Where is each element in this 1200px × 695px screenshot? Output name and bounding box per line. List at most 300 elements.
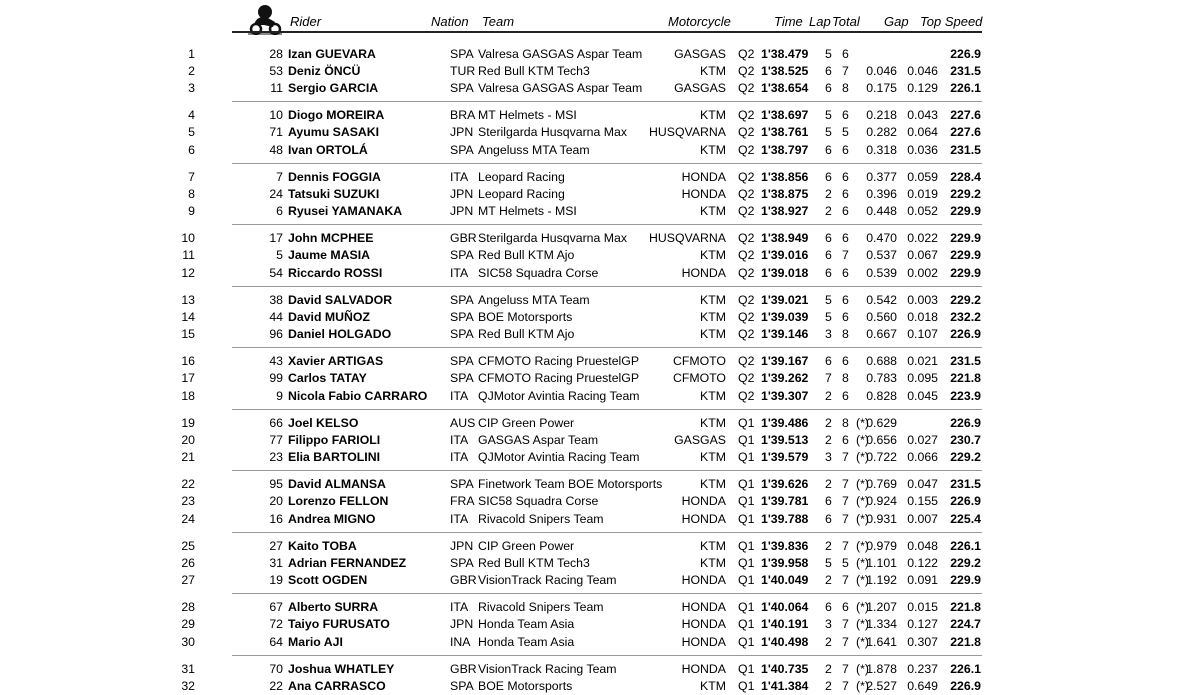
rider-number: 23 xyxy=(269,450,283,465)
flag-mark: (*) xyxy=(856,678,869,693)
flag-mark: (*) xyxy=(856,634,869,649)
motorcycle: CFMOTO xyxy=(672,354,726,368)
top-speed: 226.1 xyxy=(950,81,981,96)
team: Red Bull KTM Ajo xyxy=(478,327,575,342)
nation: GBR xyxy=(450,573,477,588)
gap-previous: 0.022 xyxy=(907,231,938,245)
session: Q1 xyxy=(738,634,755,649)
session: Q2 xyxy=(738,125,755,140)
rider-number: 48 xyxy=(269,142,283,157)
rider-number: 44 xyxy=(269,309,283,324)
lap: 2 xyxy=(825,432,832,447)
session: Q1 xyxy=(738,538,755,553)
rider-name: Sergio GARCIA xyxy=(288,81,379,96)
rider-number: 9 xyxy=(276,388,283,403)
position: 25 xyxy=(181,538,195,553)
top-speed: 225.4 xyxy=(950,511,981,526)
gap-previous: 0.018 xyxy=(907,309,938,324)
nation: ITA xyxy=(450,265,469,280)
lap-time: 1'38.761 xyxy=(761,125,809,140)
total-laps: 7 xyxy=(842,634,849,649)
position: 21 xyxy=(181,450,195,465)
lap: 5 xyxy=(825,292,832,307)
total-laps: 8 xyxy=(842,371,849,386)
rider-name: Elia BARTOLINI xyxy=(288,450,381,465)
gap-first: 0.629 xyxy=(866,415,897,430)
nation: ITA xyxy=(450,432,469,447)
table-row xyxy=(0,616,1200,633)
nation: SPA xyxy=(450,292,474,307)
top-speed: 221.8 xyxy=(950,634,981,649)
table-row xyxy=(0,476,1200,493)
rider-name: Lorenzo FELLON xyxy=(288,494,389,509)
rider-number: 28 xyxy=(269,46,283,61)
table-row xyxy=(0,247,1200,264)
nation: ITA xyxy=(450,511,469,526)
header-motorcycle: Motorcycle xyxy=(668,14,731,29)
gap-previous: 0.046 xyxy=(907,63,938,78)
team: Angeluss MTA Team xyxy=(478,292,590,307)
flag-mark: (*) xyxy=(856,494,869,509)
rider-number: 95 xyxy=(269,477,283,491)
lap: 5 xyxy=(825,125,832,140)
lap: 6 xyxy=(825,248,832,263)
lap: 2 xyxy=(825,538,832,553)
lap-time: 1'39.262 xyxy=(761,371,809,386)
header-gap: Gap xyxy=(884,14,909,29)
position: 22 xyxy=(181,477,195,491)
group-separator xyxy=(232,470,982,471)
top-speed: 229.9 xyxy=(950,573,981,588)
top-speed: 229.2 xyxy=(950,555,981,570)
session: Q1 xyxy=(738,555,755,570)
total-laps: 6 xyxy=(842,265,849,280)
session: Q2 xyxy=(738,309,755,324)
table-row xyxy=(0,538,1200,555)
lap: 2 xyxy=(825,573,832,588)
motorcycle: KTM xyxy=(700,142,726,157)
table-row xyxy=(0,388,1200,405)
rider-name: Nicola Fabio CARRARO xyxy=(288,388,428,403)
group-separator xyxy=(232,655,982,656)
session: Q2 xyxy=(738,142,755,157)
team: Finetwork Team BOE Motorsports xyxy=(478,477,663,491)
table-row xyxy=(0,599,1200,616)
position: 28 xyxy=(181,600,195,614)
position: 30 xyxy=(181,634,195,649)
lap: 2 xyxy=(825,186,832,201)
table-row xyxy=(0,169,1200,186)
table-row xyxy=(0,63,1200,80)
top-speed: 221.8 xyxy=(950,600,981,614)
gap-first: 0.722 xyxy=(866,450,897,465)
gap-first: 0.931 xyxy=(866,511,897,526)
table-row xyxy=(0,449,1200,466)
session: Q2 xyxy=(738,231,755,245)
nation: JPN xyxy=(450,186,474,201)
total-laps: 6 xyxy=(842,204,849,219)
gap-previous: 0.155 xyxy=(907,494,938,509)
gap-first: 1.878 xyxy=(866,661,897,676)
session: Q1 xyxy=(738,432,755,447)
rider-name: Adrian FERNANDEZ xyxy=(288,555,407,570)
total-laps: 6 xyxy=(842,354,849,368)
rider-number: 64 xyxy=(269,634,283,649)
gap-first: 1.101 xyxy=(866,555,897,570)
gap-previous: 0.043 xyxy=(907,108,938,122)
nation: BRA xyxy=(450,108,476,122)
team: Red Bull KTM Ajo xyxy=(478,248,575,263)
position: 17 xyxy=(181,371,195,386)
lap: 6 xyxy=(825,63,832,78)
session: Q2 xyxy=(738,81,755,96)
rider-number: 71 xyxy=(269,125,283,140)
table-row xyxy=(0,142,1200,159)
lap-time: 1'38.697 xyxy=(761,108,809,122)
flag-mark: (*) xyxy=(856,450,869,465)
motorcycle: KTM xyxy=(700,678,726,693)
header-nation: Nation xyxy=(431,14,469,29)
motorcycle: KTM xyxy=(700,63,726,78)
position: 24 xyxy=(181,511,195,526)
motorcycle: HONDA xyxy=(681,169,726,184)
gap-first: 0.175 xyxy=(866,81,897,96)
gap-first: 0.046 xyxy=(866,63,897,78)
position: 20 xyxy=(181,432,195,447)
gap-previous: 0.129 xyxy=(907,81,938,96)
team: Valresa GASGAS Aspar Team xyxy=(478,46,643,61)
motorcycle: GASGAS xyxy=(674,81,726,96)
gap-first: 1.192 xyxy=(866,573,897,588)
rider-name: David ALMANSA xyxy=(288,477,386,491)
rider-number: 6 xyxy=(276,204,283,219)
session: Q2 xyxy=(738,354,755,368)
position: 4 xyxy=(188,108,195,122)
top-speed: 229.9 xyxy=(950,265,981,280)
lap: 3 xyxy=(825,327,832,342)
team: CIP Green Power xyxy=(478,538,575,553)
total-laps: 6 xyxy=(842,231,849,245)
top-speed: 226.9 xyxy=(950,415,981,430)
position: 9 xyxy=(188,204,195,219)
lap-time: 1'39.018 xyxy=(761,265,809,280)
group-separator xyxy=(232,409,982,410)
rider-name: Kaito TOBA xyxy=(288,538,357,553)
gap-first: 0.218 xyxy=(866,108,897,122)
position: 31 xyxy=(181,661,195,676)
gap-first: 0.979 xyxy=(866,538,897,553)
session: Q1 xyxy=(738,415,755,430)
rider-name: Diogo MOREIRA xyxy=(288,108,385,122)
lap: 2 xyxy=(825,204,832,219)
position: 23 xyxy=(181,494,195,509)
header-team: Team xyxy=(482,14,515,29)
lap-time: 1'40.498 xyxy=(761,634,809,649)
gap-previous: 0.067 xyxy=(907,248,938,263)
session: Q1 xyxy=(738,600,755,614)
total-laps: 7 xyxy=(842,661,849,676)
gap-previous: 0.091 xyxy=(907,573,938,588)
total-laps: 6 xyxy=(842,388,849,403)
gap-previous: 0.059 xyxy=(907,169,938,184)
flag-mark: (*) xyxy=(856,415,869,430)
motorcycle: KTM xyxy=(700,450,726,465)
rider-number: 20 xyxy=(269,494,283,509)
total-laps: 7 xyxy=(842,63,849,78)
rider-name: Ayumu SASAKI xyxy=(288,125,380,140)
motorcycle: KTM xyxy=(700,477,726,491)
top-speed: 223.9 xyxy=(950,388,981,403)
gap-previous: 0.021 xyxy=(907,354,938,368)
rider-name: Taiyo FURUSATO xyxy=(288,617,390,632)
total-laps: 7 xyxy=(842,511,849,526)
session: Q2 xyxy=(738,46,755,61)
lap-time: 1'38.875 xyxy=(761,186,809,201)
flag-mark: (*) xyxy=(856,538,869,553)
lap: 6 xyxy=(825,494,832,509)
lap-time: 1'38.525 xyxy=(761,63,809,78)
team: Rivacold Snipers Team xyxy=(478,600,604,614)
nation: JPN xyxy=(450,538,474,553)
top-speed: 229.2 xyxy=(950,186,981,201)
session: Q2 xyxy=(738,204,755,219)
total-laps: 7 xyxy=(842,538,849,553)
rider-number: 67 xyxy=(269,600,283,614)
gap-first: 0.282 xyxy=(866,125,897,140)
rider-number: 10 xyxy=(269,108,283,122)
rider-number: 70 xyxy=(269,661,283,676)
team: QJMotor Avintia Racing Team xyxy=(478,450,640,465)
rider-number: 24 xyxy=(269,186,283,201)
table-row xyxy=(0,124,1200,141)
header-rule xyxy=(232,31,982,33)
gap-first: 0.448 xyxy=(866,204,897,219)
lap-time: 1'39.836 xyxy=(761,538,809,553)
flag-mark: (*) xyxy=(856,573,869,588)
rider-number: 38 xyxy=(269,292,283,307)
session: Q2 xyxy=(738,248,755,263)
lap-time: 1'39.781 xyxy=(761,494,809,509)
position: 11 xyxy=(182,248,195,263)
team: VisionTrack Racing Team xyxy=(478,661,617,676)
nation: SPA xyxy=(450,142,474,157)
lap: 2 xyxy=(825,678,832,693)
gap-previous: 0.027 xyxy=(907,432,938,447)
motorcycle: HUSQVARNA xyxy=(649,125,726,140)
team: BOE Motorsports xyxy=(478,678,573,693)
lap: 6 xyxy=(825,169,832,184)
rider-number: 19 xyxy=(269,573,283,588)
gap-previous: 0.107 xyxy=(907,327,938,342)
top-speed: 229.9 xyxy=(950,248,981,263)
table-row xyxy=(0,661,1200,678)
table-row xyxy=(0,555,1200,572)
team: Valresa GASGAS Aspar Team xyxy=(478,81,643,96)
top-speed: 226.1 xyxy=(950,538,981,553)
gap-first: 0.667 xyxy=(866,327,897,342)
table-row xyxy=(0,230,1200,247)
lap-time: 1'39.486 xyxy=(761,415,809,430)
lap: 6 xyxy=(825,600,832,614)
flag-mark: (*) xyxy=(856,661,869,676)
total-laps: 7 xyxy=(842,617,849,632)
team: SIC58 Squadra Corse xyxy=(478,265,599,280)
lap-time: 1'40.049 xyxy=(761,573,809,588)
lap: 6 xyxy=(825,81,832,96)
lap-time: 1'39.513 xyxy=(761,432,809,447)
lap-time: 1'38.856 xyxy=(761,169,809,184)
header-total: Total xyxy=(832,14,860,29)
session: Q2 xyxy=(738,186,755,201)
motorcycle: KTM xyxy=(700,108,726,122)
lap-time: 1'39.307 xyxy=(761,388,809,403)
table-row xyxy=(0,572,1200,589)
rider-name: Jaume MASIA xyxy=(288,248,371,263)
header-rider: Rider xyxy=(290,14,322,29)
rider-number: 17 xyxy=(269,231,283,245)
lap: 5 xyxy=(825,108,832,122)
header-top-speed: Top Speed xyxy=(920,14,983,29)
nation: SPA xyxy=(450,81,474,96)
gap-first: 1.334 xyxy=(866,617,897,632)
gap-first: 1.207 xyxy=(866,600,897,614)
lap-time: 1'39.016 xyxy=(761,248,809,263)
top-speed: 231.5 xyxy=(950,63,981,78)
group-separator xyxy=(232,224,982,225)
lap-time: 1'41.384 xyxy=(761,678,809,693)
session: Q1 xyxy=(738,511,755,526)
motorcycle: CFMOTO xyxy=(672,371,726,386)
lap-time: 1'39.039 xyxy=(761,309,809,324)
table-row xyxy=(0,370,1200,387)
rider-name: Andrea MIGNO xyxy=(288,511,376,526)
group-separator xyxy=(232,532,982,533)
session: Q2 xyxy=(738,292,755,307)
position: 18 xyxy=(181,388,195,403)
team: Leopard Racing xyxy=(478,186,565,201)
session: Q1 xyxy=(738,477,755,491)
top-speed: 231.5 xyxy=(950,354,981,368)
position: 15 xyxy=(181,327,195,342)
lap: 5 xyxy=(825,46,832,61)
team: VisionTrack Racing Team xyxy=(478,573,617,588)
motorcycle: HONDA xyxy=(681,661,726,676)
gap-previous: 0.002 xyxy=(907,265,938,280)
table-row xyxy=(0,309,1200,326)
table-row xyxy=(0,203,1200,220)
total-laps: 5 xyxy=(842,555,849,570)
top-speed: 226.9 xyxy=(950,494,981,509)
rider-number: 22 xyxy=(269,678,283,693)
position: 19 xyxy=(181,415,195,430)
total-laps: 7 xyxy=(842,494,849,509)
session: Q2 xyxy=(738,63,755,78)
flag-mark: (*) xyxy=(856,432,869,447)
team: MT Helmets - MSI xyxy=(478,204,577,219)
total-laps: 7 xyxy=(842,678,849,693)
lap: 7 xyxy=(825,371,832,386)
nation: SPA xyxy=(450,555,474,570)
total-laps: 6 xyxy=(842,108,849,122)
motorcycle: HONDA xyxy=(681,617,726,632)
motorcycle: HONDA xyxy=(681,634,726,649)
team: Honda Team Asia xyxy=(478,634,575,649)
rider-number: 27 xyxy=(269,538,283,553)
top-speed: 226.9 xyxy=(950,46,981,61)
flag-mark: (*) xyxy=(856,555,869,570)
rider-number: 54 xyxy=(269,265,283,280)
rider-number: 99 xyxy=(269,371,283,386)
gap-first: 0.924 xyxy=(866,494,897,509)
rider-name: Xavier ARTIGAS xyxy=(288,354,384,368)
nation: SPA xyxy=(450,371,474,386)
motorcycle: HONDA xyxy=(681,186,726,201)
rider-name: Daniel HOLGADO xyxy=(288,327,392,342)
motorcycle: HONDA xyxy=(681,600,726,614)
total-laps: 8 xyxy=(842,327,849,342)
gap-first: 0.537 xyxy=(866,248,897,263)
motorcycle: KTM xyxy=(700,538,726,553)
motorcycle: HONDA xyxy=(681,494,726,509)
nation: SPA xyxy=(450,477,474,491)
top-speed: 227.6 xyxy=(950,125,981,140)
rider-name: Tatsuki SUZUKI xyxy=(288,186,380,201)
table-row xyxy=(0,107,1200,124)
top-speed: 232.2 xyxy=(950,309,981,324)
rider-name: Izan GUEVARA xyxy=(288,46,376,61)
gap-previous: 0.019 xyxy=(907,186,938,201)
position: 27 xyxy=(181,573,195,588)
total-laps: 6 xyxy=(842,292,849,307)
team: Red Bull KTM Tech3 xyxy=(478,555,590,570)
motorcycle: KTM xyxy=(700,415,726,430)
lap-time: 1'38.479 xyxy=(761,46,809,61)
lap-time: 1'38.927 xyxy=(761,204,809,219)
nation: TUR xyxy=(450,63,476,78)
rider-name: Ana CARRASCO xyxy=(288,678,386,693)
gap-previous: 0.064 xyxy=(907,125,938,140)
rider-name: Deniz ÖNCÜ xyxy=(288,63,361,78)
nation: SPA xyxy=(450,46,474,61)
team: Angeluss MTA Team xyxy=(478,142,590,157)
session: Q1 xyxy=(738,661,755,676)
flag-mark: (*) xyxy=(856,617,869,632)
lap: 2 xyxy=(825,477,832,491)
position: 6 xyxy=(188,142,195,157)
gap-first: 2.527 xyxy=(866,678,897,693)
top-speed: 229.9 xyxy=(950,204,981,219)
gap-previous: 0.045 xyxy=(907,388,938,403)
lap-time: 1'39.146 xyxy=(761,327,809,342)
position: 16 xyxy=(181,354,195,368)
group-separator xyxy=(232,286,982,287)
table-row xyxy=(0,353,1200,370)
gap-previous: 0.095 xyxy=(907,371,938,386)
team: BOE Motorsports xyxy=(478,309,573,324)
rider-name: Scott OGDEN xyxy=(288,573,368,588)
lap-time: 1'38.949 xyxy=(761,231,809,245)
lap: 6 xyxy=(825,265,832,280)
session: Q1 xyxy=(738,678,755,693)
gap-first: 0.318 xyxy=(866,142,897,157)
nation: AUS xyxy=(450,415,476,430)
nation: SPA xyxy=(450,248,474,263)
gap-previous: 0.052 xyxy=(907,204,938,219)
table-row xyxy=(0,511,1200,528)
rider-number: 16 xyxy=(269,511,283,526)
position: 12 xyxy=(181,265,195,280)
position: 29 xyxy=(181,617,195,632)
